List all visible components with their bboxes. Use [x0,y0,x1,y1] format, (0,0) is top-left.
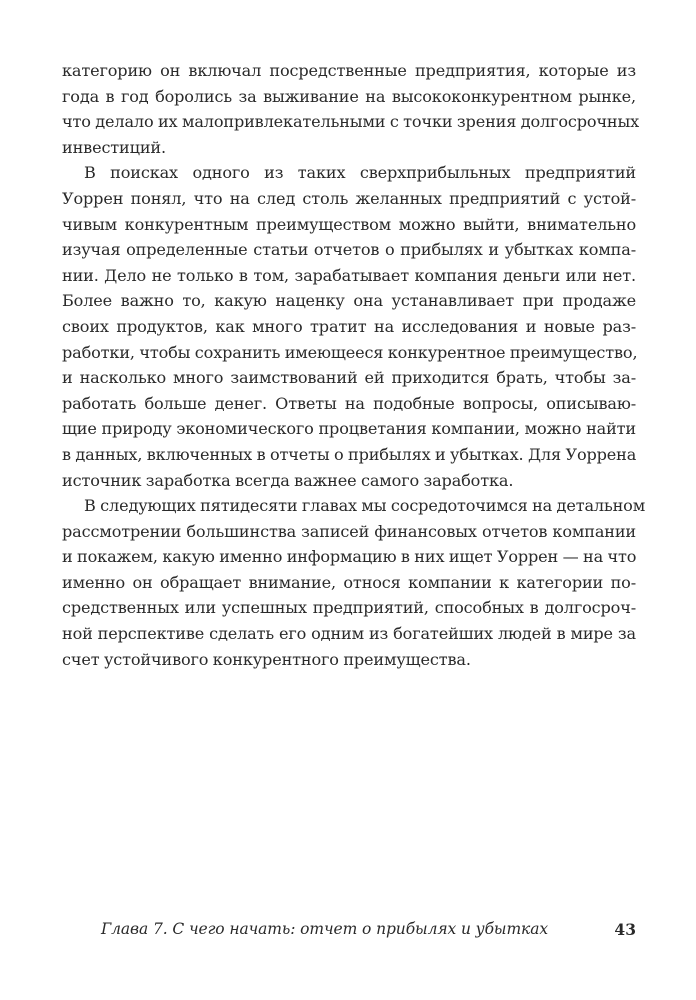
text-line: Уоррен понял, что на след столь желанных предприятий с устой- [62,188,636,208]
text-line: и покажем, какую именно информацию в них ищет Уоррен — на что [62,547,637,567]
body-text [62,58,646,672]
text-line: источник заработка всегда важнее самого заработка. [62,470,514,490]
text-line: чивым конкурентным преимуществом можно выйти, внимательно [62,214,636,234]
text-line: ной перспективе сделать его одним из богатейших людей в мире за [62,624,636,644]
running-head: Глава 7. С чего начать: отчет о прибылях и убытках [100,920,548,938]
text-line: инвестиций. [62,137,166,157]
text-line: средственных или успешных предприятий, способных в долгосроч- [62,598,636,618]
text-line: именно он обращает внимание, относя компании к категории по- [62,572,636,592]
text-line: категорию он включал посредственные предприятия, которые из [62,61,636,80]
text-line: счет устойчивого конкурентного преимущества. [62,649,471,669]
page-number: 43 [614,920,636,939]
text-line: щие природу экономического процветания компании, можно найти [62,419,636,439]
text-line: работки, чтобы сохранить имеющееся конкурентное преимущество, [62,342,638,362]
text-line: изучая определенные статьи отчетов о прибылях и убытках компа- [62,240,636,260]
text-line: что делало их малопривлекательными с точки зрения долгосрочных [62,112,640,132]
text-line: работать больше денег. Ответы на подобные вопросы, описываю- [62,393,636,413]
text-line: года в год боролись за выживание на высококонкурентном рынке, [62,86,636,106]
text-line: рассмотрении большинства записей финансовых отчетов компании [62,521,636,541]
page-footer [62,920,636,946]
text-line: В следующих пятидесяти главах мы сосредоточимся на детальном [84,496,646,516]
text-line: нии. Дело не только в том, зарабатывает компания деньги или нет. [62,265,636,285]
text-line: своих продуктов, как много тратит на исследования и новые раз- [62,316,636,336]
text-line: и насколько много заимствований ей приходится брать, чтобы за- [62,368,636,388]
text-line: в данных, включенных в отчеты о прибылях и убытках. Для Уоррена [62,444,637,464]
text-line: В поисках одного из таких сверхприбыльных предприятий [84,163,636,183]
text-line: Более важно то, какую наценку она устанавливает при продаже [62,291,636,311]
